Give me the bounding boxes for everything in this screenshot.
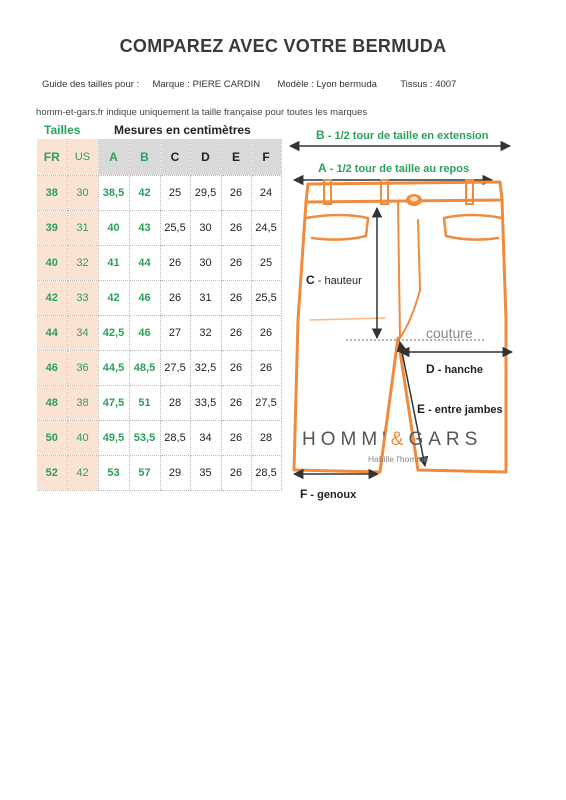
cell-a: 47,5 xyxy=(98,386,129,421)
cell-d: 35 xyxy=(190,456,221,491)
cell-e: 26 xyxy=(221,386,251,421)
cell-c: 28 xyxy=(160,386,190,421)
cell-d: 29,5 xyxy=(190,176,221,211)
cell-f: 25,5 xyxy=(251,281,281,316)
cell-f: 26 xyxy=(251,351,281,386)
guide-line xyxy=(42,79,456,90)
bermuda-diagram xyxy=(280,120,566,520)
a-label xyxy=(318,161,469,175)
cell-a: 38,5 xyxy=(98,176,129,211)
cell-fr: 46 xyxy=(37,351,67,386)
cell-e: 26 xyxy=(221,211,251,246)
table-row xyxy=(37,456,281,491)
cell-f: 27,5 xyxy=(251,386,281,421)
cell-d: 30 xyxy=(190,246,221,281)
cell-f: 24,5 xyxy=(251,211,281,246)
guide-fabric: Tissus : 4007 xyxy=(400,79,457,90)
cell-a: 40 xyxy=(98,211,129,246)
guide-brand: Marque : PIERE CARDIN xyxy=(152,79,261,90)
table-row xyxy=(37,421,281,456)
c-text: - hauteur xyxy=(314,275,362,287)
table-row xyxy=(37,246,281,281)
e-label xyxy=(417,402,503,416)
size-note: homm-et-gars.fr indique uniquement la taille française pour toutes les marques xyxy=(36,107,368,118)
header-a: A xyxy=(98,139,129,176)
cell-a: 42 xyxy=(98,281,129,316)
cell-f: 28 xyxy=(251,421,281,456)
cell-d: 32 xyxy=(190,316,221,351)
brand-logo: HOMM'&GARS xyxy=(302,429,483,450)
cell-a: 42,5 xyxy=(98,316,129,351)
size-table xyxy=(37,139,282,491)
table-row xyxy=(37,316,281,351)
header-e: E xyxy=(221,139,251,176)
cell-e: 26 xyxy=(221,246,251,281)
cell-f: 25 xyxy=(251,246,281,281)
cell-c: 25 xyxy=(160,176,190,211)
cell-fr: 52 xyxy=(37,456,67,491)
header-fr: FR xyxy=(37,139,67,176)
cell-d: 32,5 xyxy=(190,351,221,386)
cell-b: 46 xyxy=(129,316,160,351)
cell-a: 41 xyxy=(98,246,129,281)
brand-tagline: Habille l'homme xyxy=(368,454,429,464)
cell-f: 24 xyxy=(251,176,281,211)
cell-fr: 42 xyxy=(37,281,67,316)
cell-b: 43 xyxy=(129,211,160,246)
d-label xyxy=(426,362,483,376)
cell-b: 46 xyxy=(129,281,160,316)
cell-b: 44 xyxy=(129,246,160,281)
cell-b: 51 xyxy=(129,386,160,421)
table-row xyxy=(37,386,281,421)
cell-d: 31 xyxy=(190,281,221,316)
cell-fr: 38 xyxy=(37,176,67,211)
cell-a: 49,5 xyxy=(98,421,129,456)
cell-e: 26 xyxy=(221,281,251,316)
d-letter: D xyxy=(426,362,435,376)
cell-b: 48,5 xyxy=(129,351,160,386)
cell-fr: 39 xyxy=(37,211,67,246)
cell-us: 40 xyxy=(67,421,98,456)
header-b: B xyxy=(129,139,160,176)
tailles-label: Tailles xyxy=(44,123,81,137)
cell-us: 30 xyxy=(67,176,98,211)
table-header-row xyxy=(37,139,281,176)
cell-a: 53 xyxy=(98,456,129,491)
cell-d: 30 xyxy=(190,211,221,246)
cell-c: 26 xyxy=(160,281,190,316)
f-label xyxy=(300,487,357,501)
cell-f: 28,5 xyxy=(251,456,281,491)
guide-model: Modèle : Lyon bermuda xyxy=(277,79,377,90)
f-text: - genoux xyxy=(307,489,357,501)
d-text: - hanche xyxy=(434,364,483,376)
cell-a: 44,5 xyxy=(98,351,129,386)
f-letter: F xyxy=(300,487,308,501)
header-d: D xyxy=(190,139,221,176)
couture-label: couture xyxy=(426,325,473,341)
cell-e: 26 xyxy=(221,351,251,386)
cell-us: 33 xyxy=(67,281,98,316)
cell-us: 31 xyxy=(67,211,98,246)
table-row xyxy=(37,176,281,211)
a-letter: A xyxy=(318,161,327,175)
page-title: COMPAREZ AVEC VOTRE BERMUDA xyxy=(119,36,447,56)
cell-b: 53,5 xyxy=(129,421,160,456)
cell-c: 27,5 xyxy=(160,351,190,386)
cell-fr: 50 xyxy=(37,421,67,456)
cell-f: 26 xyxy=(251,316,281,351)
cell-e: 26 xyxy=(221,176,251,211)
header-f: F xyxy=(251,139,281,176)
cell-fr: 44 xyxy=(37,316,67,351)
b-letter: B xyxy=(316,128,325,142)
e-letter: E xyxy=(417,402,426,416)
cell-d: 33,5 xyxy=(190,386,221,421)
cell-c: 28,5 xyxy=(160,421,190,456)
cell-b: 57 xyxy=(129,456,160,491)
cell-c: 25,5 xyxy=(160,211,190,246)
b-label xyxy=(316,128,489,142)
c-label xyxy=(306,273,362,287)
table-row xyxy=(37,211,281,246)
cell-e: 26 xyxy=(221,316,251,351)
a-text: - 1/2 tour de taille au repos xyxy=(326,163,470,175)
cell-us: 36 xyxy=(67,351,98,386)
cell-b: 42 xyxy=(129,176,160,211)
b-text: - 1/2 tour de taille en extension xyxy=(324,130,489,142)
cell-c: 29 xyxy=(160,456,190,491)
guide-prefix: Guide des tailles pour : xyxy=(42,79,140,90)
cell-fr: 40 xyxy=(37,246,67,281)
cell-us: 34 xyxy=(67,316,98,351)
cell-e: 26 xyxy=(221,421,251,456)
table-row xyxy=(37,351,281,386)
e-text: - entre jambes xyxy=(425,404,503,416)
cell-us: 42 xyxy=(67,456,98,491)
cell-fr: 48 xyxy=(37,386,67,421)
mesures-label: Mesures en centimètres xyxy=(114,123,251,137)
header-us: US xyxy=(67,139,98,176)
cell-us: 32 xyxy=(67,246,98,281)
cell-c: 27 xyxy=(160,316,190,351)
cell-us: 38 xyxy=(67,386,98,421)
c-letter: C xyxy=(306,273,315,287)
cell-e: 26 xyxy=(221,456,251,491)
table-row xyxy=(37,281,281,316)
header-c: C xyxy=(160,139,190,176)
cell-d: 34 xyxy=(190,421,221,456)
cell-c: 26 xyxy=(160,246,190,281)
